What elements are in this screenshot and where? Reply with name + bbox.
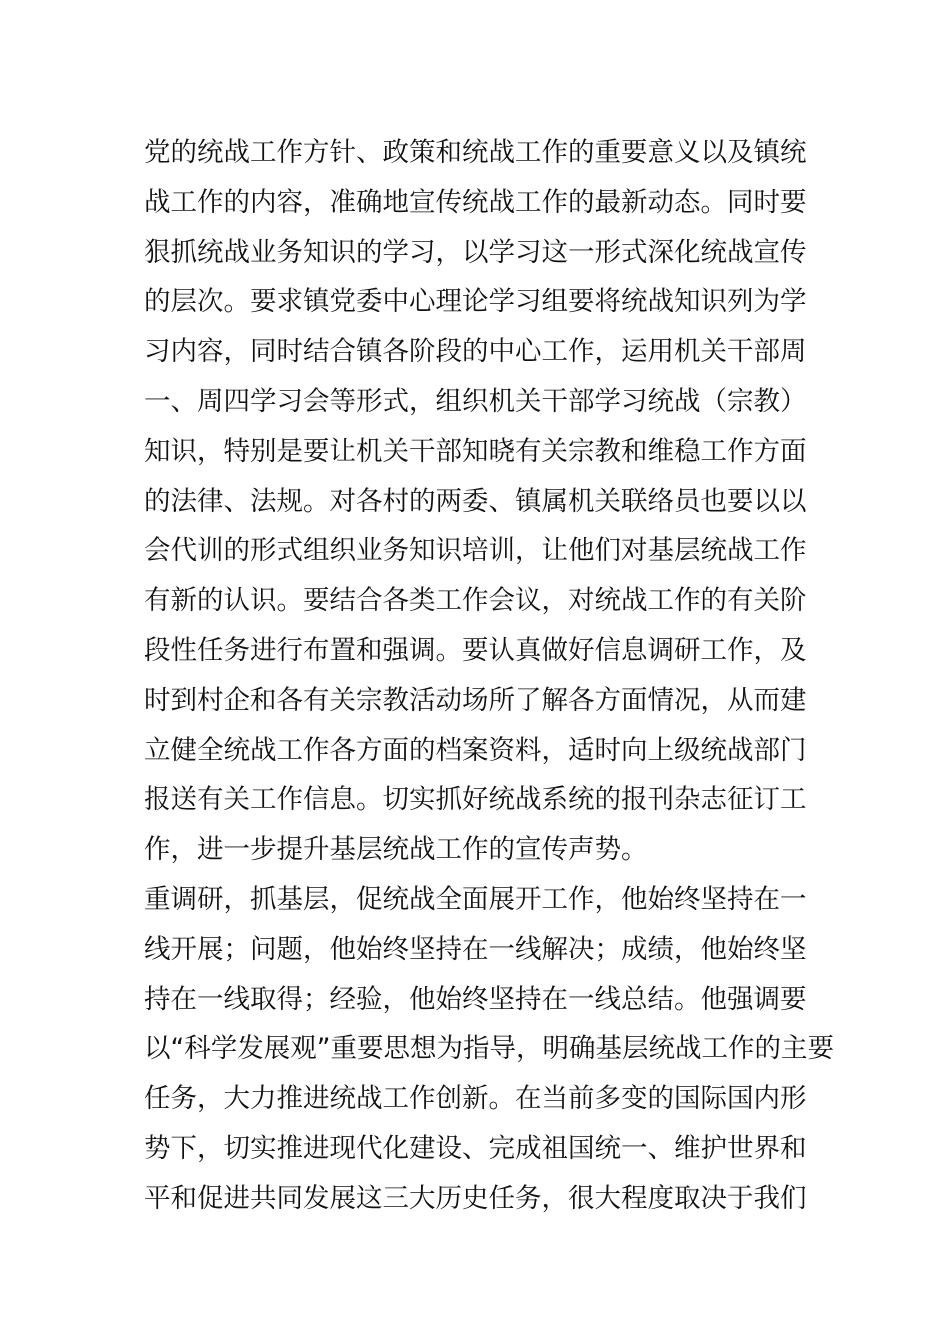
text-line: 平和促进共同发展这三大历史任务，很大程度取决于我们 <box>144 1182 807 1214</box>
text-line: 知识，特别是要让机关干部知晓有关宗教和维稳工作方面 <box>144 435 807 467</box>
text-line: 报送有关工作信息。切实抓好统战系统的报刊杂志征订工 <box>144 784 807 816</box>
text-line: 重调研，抓基层，促统战全面展开工作，他始终坚持在一 <box>144 883 807 915</box>
text-line: 习内容，同时结合镇各阶段的中心工作，运用机关干部周 <box>144 336 807 368</box>
text-line: 的层次。要求镇党委中心理论学习组要将统战知识列为学 <box>144 286 807 318</box>
text-line: 立健全统战工作各方面的档案资料，适时向上级统战部门 <box>144 734 807 766</box>
text-line: 势下，切实推进现代化建设、完成祖国统一、维护世界和 <box>144 1132 807 1164</box>
text-line: 狠抓统战业务知识的学习，以学习这一形式深化统战宣传 <box>144 236 807 268</box>
text-line: 线开展；问题，他始终坚持在一线解决；成绩，他始终坚 <box>144 933 807 965</box>
text-line: 会代训的形式组织业务知识培训，让他们对基层统战工作 <box>144 535 807 567</box>
text-line: 段性任务进行布置和强调。要认真做好信息调研工作，及 <box>144 634 807 666</box>
text-line: 持在一线取得；经验，他始终坚持在一线总结。他强调要 <box>144 983 807 1015</box>
body-text <box>144 128 834 1224</box>
text-line: 时到村企和各有关宗教活动场所了解各方面情况，从而建 <box>144 684 807 716</box>
text-line: 以“科学发展观”重要思想为指导，明确基层统战工作的主要 <box>144 1033 834 1065</box>
text-line: 任务，大力推进统战工作创新。在当前多变的国际国内形 <box>144 1083 807 1115</box>
text-line: 党的统战工作方针、政策和统战工作的重要意义以及镇统 <box>144 137 807 168</box>
text-line: 作，进一步提升基层统战工作的宣传声势。 <box>144 834 648 866</box>
text-line: 战工作的内容，准确地宣传统战工作的最新动态。同时要 <box>144 186 807 218</box>
text-line: 有新的认识。要结合各类工作会议，对统战工作的有关阶 <box>144 585 807 617</box>
text-line: 的法律、法规。对各村的两委、镇属机关联络员也要以以 <box>144 485 807 517</box>
text-line: 一、周四学习会等形式，组织机关干部学习统战（宗教） <box>144 385 807 417</box>
